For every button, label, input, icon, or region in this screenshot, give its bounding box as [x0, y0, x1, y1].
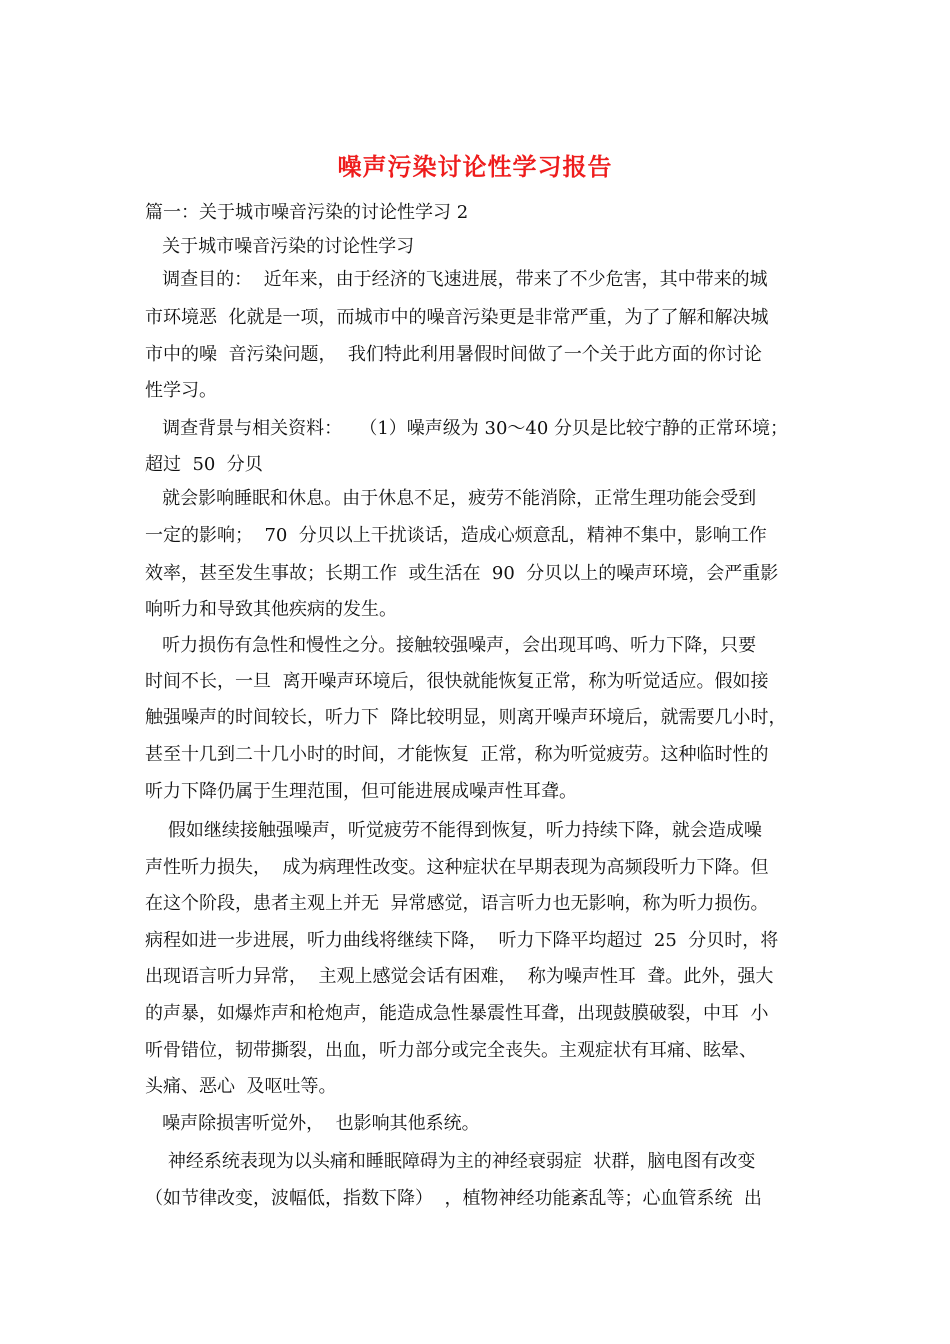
text-line: 神经系统表现为以头痛和睡眠障碍为主的神经衰弱症 状群，脑电图有改变 [145, 1151, 756, 1172]
text-line: 头痛、恶心 及呕吐等。 [145, 1076, 337, 1097]
text-line: 篇一：关于城市噪音污染的讨论性学习 2 [145, 202, 469, 223]
text-line: 关于城市噪音污染的讨论性学习 [145, 236, 415, 257]
text-line: 一定的影响； 70 分贝以上干扰谈话，造成心烦意乱，精神不集中，影响工作 [145, 525, 767, 546]
text-line: 调查目的： 近年来，由于经济的飞速进展，带来了不少危害，其中带来的城 [145, 269, 768, 290]
document-title: 噪声污染讨论性学习报告 [337, 152, 613, 181]
text-line: 假如继续接触强噪声，听觉疲劳不能得到恢复，听力持续下降，就会造成噪 [145, 820, 762, 841]
text-line: 听力下降仍属于生理范围，但可能进展成噪声性耳聋。 [145, 781, 577, 802]
text-line: （如节律改变，波幅低，指数下降） ，植物神经功能紊乱等；心血管系统 出 [145, 1188, 762, 1209]
text-line: 声性听力损失， 成为病理性改变。这种症状在早期表现为高频段听力下降。但 [145, 857, 769, 878]
text-line: 市中的噪 音污染问题， 我们特此利用暑假时间做了一个关于此方面的你讨论 [145, 344, 762, 365]
text-line: 听骨错位，韧带撕裂，出血，听力部分或完全丧失。主观症状有耳痛、眩晕、 [145, 1040, 757, 1061]
text-line: 效率，甚至发生事故；长期工作 或生活在 90 分贝以上的噪声环境，会严重影 [145, 563, 779, 584]
text-line: 出现语言听力异常， 主观上感觉会话有困难， 称为噪声性耳 聋。此外，强大 [145, 966, 774, 987]
text-line: 时间不长，一旦 离开噪声环境后，很快就能恢复正常，称为听觉适应。假如接 [145, 671, 769, 692]
text-line: 的声暴，如爆炸声和枪炮声，能造成急性暴震性耳聋，出现鼓膜破裂，中耳 小 [145, 1003, 769, 1024]
text-line: 听力损伤有急性和慢性之分。接触较强噪声，会出现耳鸣、听力下降，只要 [145, 635, 757, 656]
text-line: 市环境恶 化就是一项，而城市中的噪音污染更是非常严重，为了了解和解决城 [145, 307, 769, 328]
text-line: 就会影响睡眠和休息。由于休息不足，疲劳不能消除，正常生理功能会受到 [145, 488, 757, 509]
text-line: 噪声除损害听觉外， 也影响其他系统。 [145, 1113, 480, 1134]
text-line: 在这个阶段，患者主观上并无 异常感觉，语言听力也无影响，称为听力损伤。 [145, 893, 769, 914]
text-line: 性学习。 [145, 380, 217, 401]
text-line: 病程如进一步进展，听力曲线将继续下降， 听力下降平均超过 25 分贝时，将 [145, 930, 779, 951]
text-line: 调查背景与相关资料： （1）噪声级为 30～40 分贝是比较宁静的正常环境； [145, 418, 789, 439]
text-line: 响听力和导致其他疾病的发生。 [145, 599, 397, 620]
text-line: 甚至十几到二十几小时的时间，才能恢复 正常，称为听觉疲劳。这种临时性的 [145, 744, 769, 765]
text-line: 超过 50 分贝 [145, 454, 263, 475]
text-line: 触强噪声的时间较长，听力下 降比较明显，则离开噪声环境后，就需要几小时， [145, 707, 787, 728]
